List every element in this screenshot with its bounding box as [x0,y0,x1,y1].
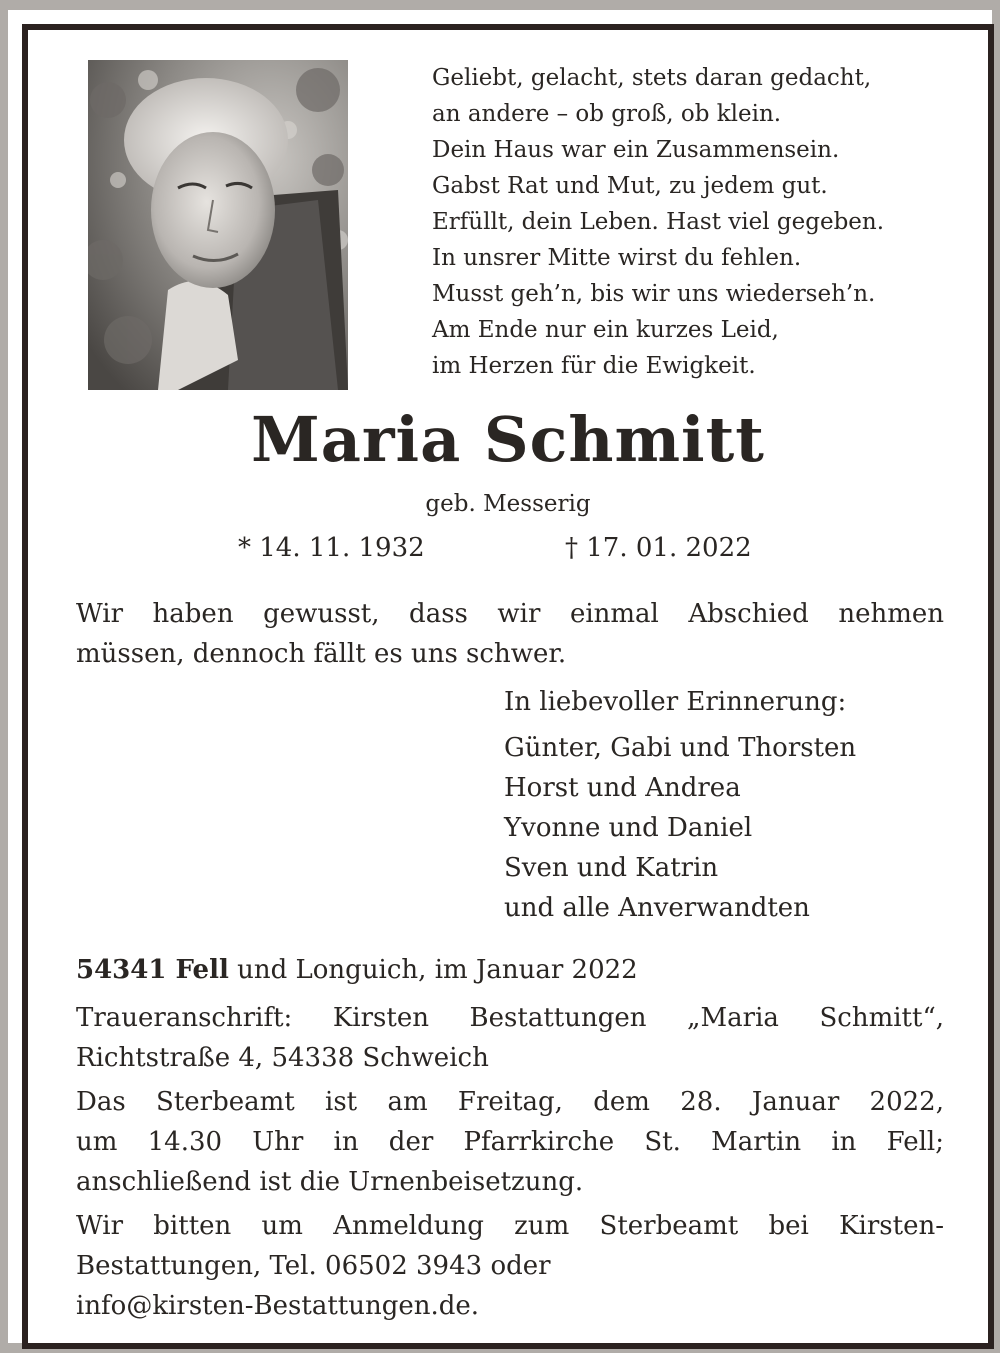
place-date [76,950,638,990]
birth-date: * 14. 11. 1932 [238,533,425,563]
poem [432,60,972,384]
mourner-line: Günter, Gabi und Thorsten [504,733,857,763]
poem-line: an andere – ob groß, ob klein. [432,101,782,127]
intro-text [76,594,944,674]
mourner-line: und alle Anverwandten [504,893,810,923]
mourner-line: Yvonne und Daniel [504,813,753,843]
service-line: um 14.30 Uhr in der Pfarrkirche St. Martin in Fell; [76,1127,944,1157]
death-date: † 17. 01. 2022 [565,533,752,563]
contact-line: info@kirsten-Bestattungen.de. [76,1291,480,1321]
poem-line: Am Ende nur ein kurzes Leid, [432,317,779,343]
poem-line: Gabst Rat und Mut, zu jedem gut. [432,173,828,199]
poem-line: In unsrer Mitte wirst du fehlen. [432,245,802,271]
portrait-photo [88,60,348,390]
birth-name: geb. Messerig [425,491,591,517]
address-line: Traueranschrift: Kirsten Bestattungen „Maria Schmitt“, [76,1003,944,1033]
obituary-notice [22,24,994,1349]
contact-line: Bestattungen, Tel. 06502 3943 oder [76,1251,551,1281]
intro-line: Wir haben gewusst, dass wir einmal Abschied nehmen [76,599,944,629]
service-line: anschließend ist die Urnenbeisetzung. [76,1167,584,1197]
mourner-line: Horst und Andrea [504,773,741,803]
poem-line: Geliebt, gelacht, stets daran gedacht, [432,65,872,91]
mourners-lead: In liebevoller Erinnerung: [504,687,847,717]
service-line: Das Sterbeamt ist am Freitag, dem 28. Januar 2022, [76,1087,944,1117]
contact-info [76,1206,944,1326]
contact-line: Wir bitten um Anmeldung zum Sterbeamt bei Kirsten- [76,1211,944,1241]
service-info [76,1082,944,1202]
poem-line: Dein Haus war ein Zusammensein. [432,137,840,163]
place-town: 54341 Fell [76,955,229,985]
mourner-line: Sven und Katrin [504,853,719,883]
portrait-image [88,60,348,390]
address-line: Richtstraße 4, 54338 Schweich [76,1043,489,1073]
place-rest: und Longuich, im Januar 2022 [228,955,638,985]
poem-line: im Herzen für die Ewigkeit. [432,353,756,379]
intro-line: müssen, dennoch fällt es uns schwer. [76,639,567,669]
address [76,998,944,1078]
deceased-name: Maria Schmitt [251,403,765,476]
poem-line: Musst geh’n, bis wir uns wiederseh’n. [432,281,876,307]
mourners-block [504,682,856,928]
poem-line: Erfüllt, dein Leben. Hast viel gegeben. [432,209,885,235]
